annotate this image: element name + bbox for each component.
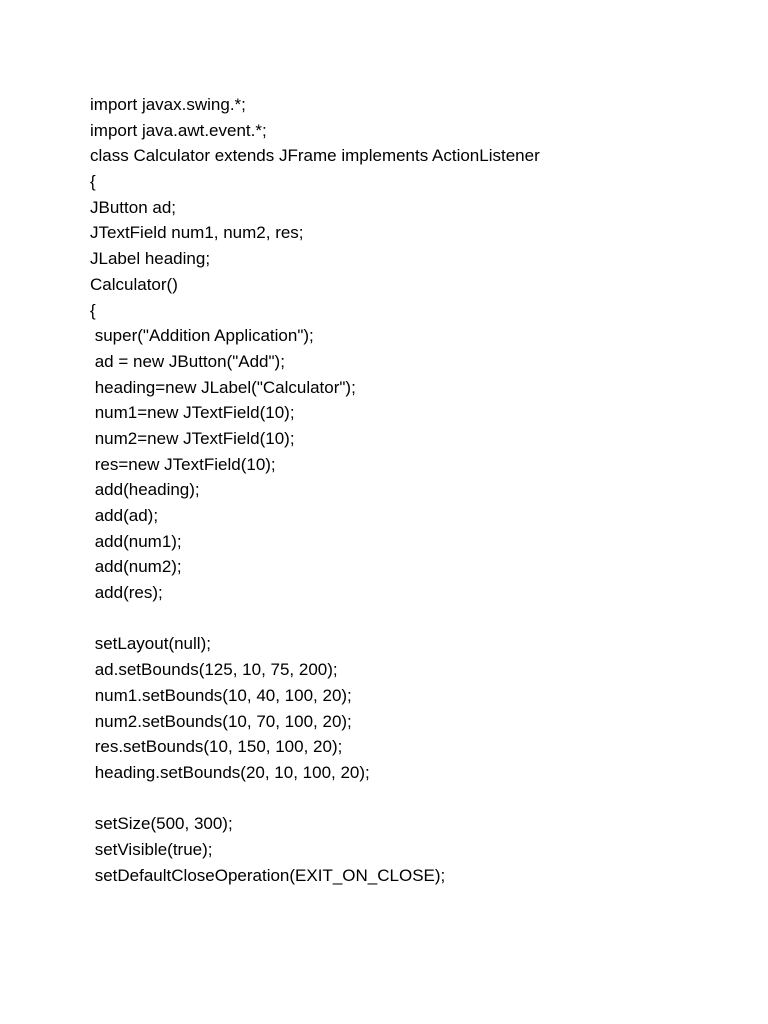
code-line: ad = new JButton("Add"); [90, 351, 285, 371]
code-line: class Calculator extends JFrame implements ActionListener [90, 146, 540, 166]
code-line: import java.awt.event.*; [90, 120, 267, 140]
code-line: num1=new JTextField(10); [90, 403, 295, 423]
code-line: ad.setBounds(125, 10, 75, 200); [90, 660, 338, 680]
code-line: JTextField num1, num2, res; [90, 223, 304, 243]
code-line: res.setBounds(10, 150, 100, 20); [90, 737, 343, 757]
code-line: add(num2); [90, 557, 182, 577]
code-line: setSize(500, 300); [90, 814, 233, 834]
code-line: { [90, 172, 96, 192]
code-line: super("Addition Application"); [90, 326, 314, 346]
code-line: setDefaultCloseOperation(EXIT_ON_CLOSE); [90, 865, 446, 885]
code-line: num2.setBounds(10, 70, 100, 20); [90, 711, 352, 731]
code-line: Calculator() [90, 274, 178, 294]
code-line: res=new JTextField(10); [90, 454, 276, 474]
code-line: num1.setBounds(10, 40, 100, 20); [90, 685, 352, 705]
blank-line [90, 786, 540, 812]
code-line: setVisible(true); [90, 839, 213, 859]
code-line: heading.setBounds(20, 10, 100, 20); [90, 762, 370, 782]
code-line: { [90, 300, 96, 320]
code-line: add(ad); [90, 506, 159, 525]
code-line: add(heading); [90, 480, 200, 500]
code-listing [90, 92, 540, 888]
code-line: heading=new JLabel("Calculator"); [90, 377, 356, 397]
code-line: add(num1); [90, 531, 182, 551]
code-line: import javax.swing.*; [90, 95, 246, 114]
code-line: JLabel heading; [90, 249, 211, 269]
code-line: add(res); [90, 583, 163, 603]
blank-line [90, 606, 540, 632]
code-line: num2=new JTextField(10); [90, 428, 295, 448]
code-line: JButton ad; [90, 197, 177, 217]
code-line: setLayout(null); [90, 634, 211, 654]
